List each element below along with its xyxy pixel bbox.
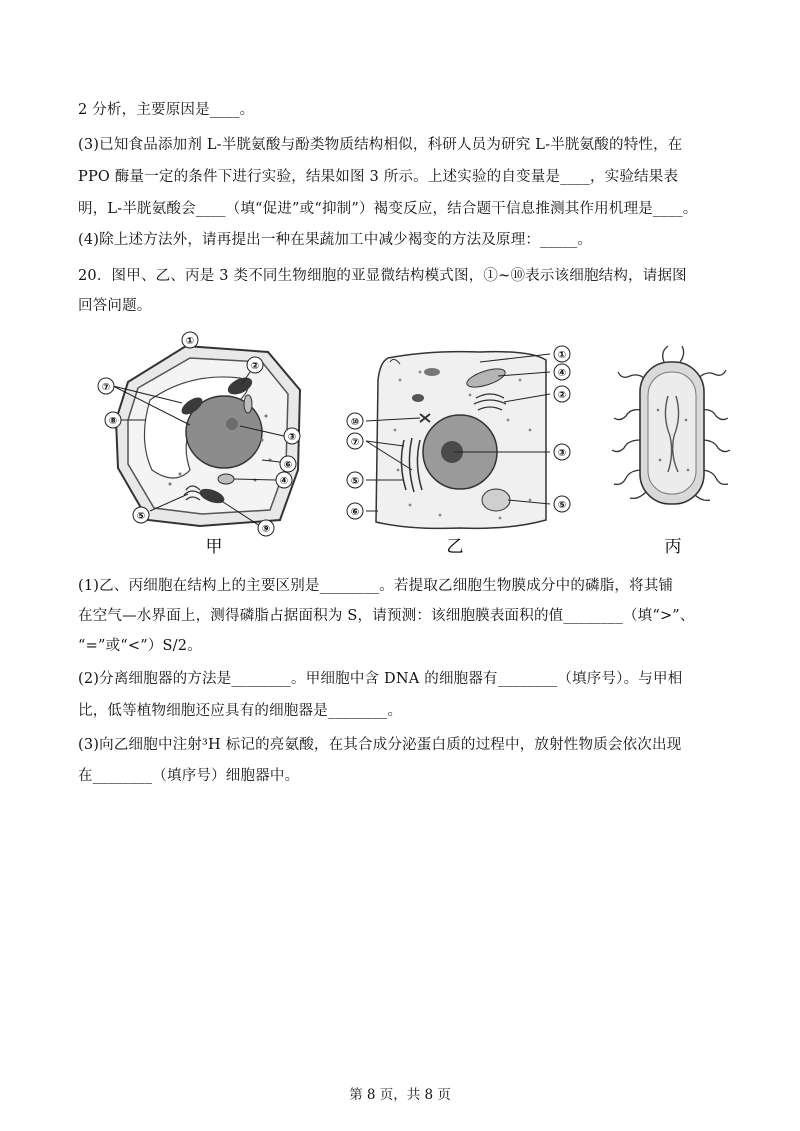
jia-label-4: ④	[279, 476, 289, 487]
jia-label-1: ①	[185, 336, 195, 347]
question-1-line-2: 在空气—水界面上，测得磷脂占据面积为 S，请预测：该细胞膜表面积的值________（填“>”、	[78, 608, 695, 624]
jia-label-7: ⑦	[101, 382, 111, 393]
text-line-7: 回答问题。	[78, 298, 152, 314]
text-line-3: PPO 酶量一定的条件下进行实验，结果如图 3 所示。上述实验的自变量是____，实验结果表	[78, 169, 679, 185]
jia-label-8: ⑧	[108, 416, 118, 427]
question-2-line-2: 比，低等植物细胞还应具有的细胞器是________。	[78, 703, 403, 719]
caption-jia: 甲	[205, 537, 223, 557]
text-line-1: 2 分析，主要原因是____。	[78, 102, 255, 118]
yi-label-3: ③	[557, 448, 567, 459]
text-line-4: 明，L-半胱氨酸会____（填“促进”或“抑制”）褐变反应，结合题干信息推测其作用机理是____。	[78, 201, 698, 217]
yi-label-10: ⑩	[350, 417, 360, 428]
question-20-heading: 20．图甲、乙、丙是 3 类不同生物细胞的亚显微结构模式图，①~⑩表示该细胞结构，请据图	[78, 268, 687, 284]
animal-cell-diagram	[347, 346, 570, 528]
question-3-line-1: (3)向乙细胞中注射³H 标记的亮氨酸，在其合成分泌蛋白质的过程中，放射性物质会依次出现	[78, 737, 682, 753]
page-footer: 第 8 页，共 8 页	[349, 1087, 451, 1103]
jia-label-2: ②	[250, 361, 260, 372]
jia-label-3: ③	[287, 432, 297, 443]
text-line-2: (3)已知食品添加剂 L-半胱氨酸与酚类物质结构相似，科研人员为研究 L-半胱氨酸的特性，在	[78, 137, 683, 153]
text-line-5: (4)除上述方法外，请再提出一种在果蔬加工中减少褐变的方法及原理：_____。	[78, 232, 593, 248]
yi-label-5-right: ⑤	[557, 500, 567, 511]
jia-label-6: ⑥	[283, 460, 293, 471]
yi-label-4: ④	[557, 368, 567, 379]
plant-cell-diagram	[98, 332, 300, 536]
question-2-line-1: (2)分离细胞器的方法是________。甲细胞中含 DNA 的细胞器有________（填序号）。与甲相	[78, 671, 683, 687]
question-1-line-1: (1)乙、丙细胞在结构上的主要区别是________。若提取乙细胞生物膜成分中的磷脂，将其铺	[78, 578, 674, 594]
bacterium-diagram	[612, 346, 730, 504]
yi-label-1: ①	[557, 350, 567, 361]
question-1-line-3: “=”或“<”）S/2。	[78, 638, 202, 654]
yi-label-5-left: ⑤	[350, 476, 360, 487]
yi-label-6: ⑥	[350, 507, 360, 518]
caption-yi: 乙	[446, 537, 464, 557]
jia-label-9: ⑨	[261, 524, 271, 535]
yi-label-2: ②	[557, 390, 567, 401]
jia-label-5: ⑤	[136, 511, 146, 522]
caption-bing: 丙	[664, 537, 682, 557]
question-3-line-2: 在________（填序号）细胞器中。	[78, 768, 300, 784]
yi-label-7: ⑦	[350, 437, 360, 448]
